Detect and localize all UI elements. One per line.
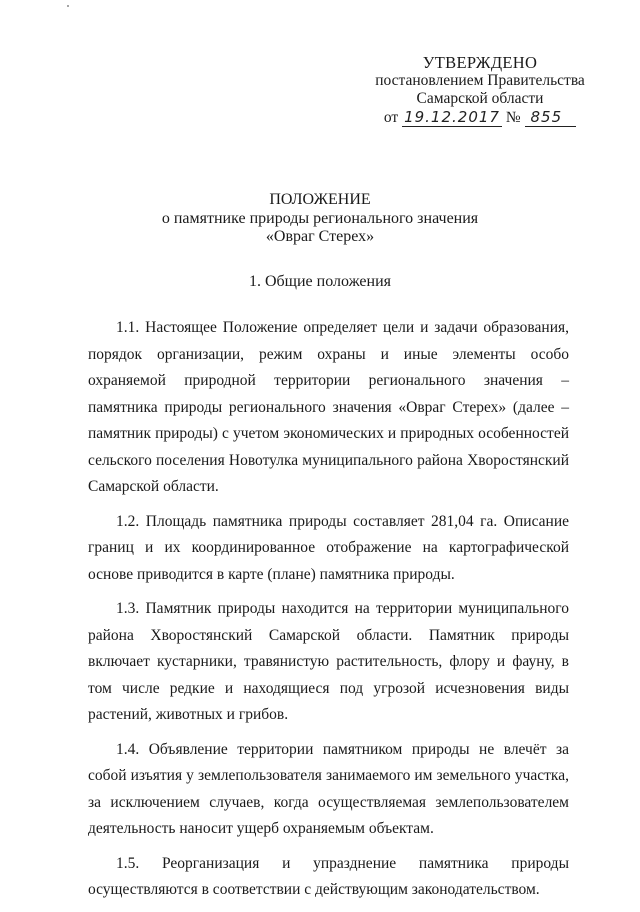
approval-date-line <box>360 108 600 127</box>
approval-line-1: постановлением Правительства <box>375 72 585 89</box>
number-prefix: № <box>505 109 521 126</box>
scan-speck <box>67 5 69 7</box>
document-body <box>88 315 569 912</box>
paragraph-1-4: 1.4. Объявление территории памятником природы не влечёт за собой изъятия у землепользователя занимаемого им земельного участка, за исключением случаев, когда осуществляемая землепользователем деятельность наносит ущерб охраняемым объектам. <box>88 740 569 837</box>
document-title <box>0 191 640 247</box>
paragraph-1-5: 1.5. Реорганизация и упразднение памятника природы осуществляются в соответствии с действующим законодательством. <box>88 854 569 898</box>
date-prefix: от <box>383 109 399 126</box>
approval-line-2: Самарской области <box>416 90 544 107</box>
paragraph-1-2: 1.2. Площадь памятника природы составляет 281,04 га. Описание границ и их координированное отображение на картографической основе приводится в карте (плане) памятника природы. <box>88 512 569 583</box>
handwritten-number: 855 <box>525 108 577 127</box>
approval-heading: УТВЕРЖДЕНО <box>422 53 538 72</box>
title-sub-2: «Овраг Стерех» <box>265 228 375 245</box>
section-heading: 1. Общие положения <box>248 273 392 290</box>
approval-stamp <box>360 54 600 127</box>
paragraph-1-1: 1.1. Настоящее Положение определяет цели и задачи образования, порядок организации, режим охраны и иные элементы особо охраняемой природной территории регионального значения – памятника природы регионального значения «Овраг Стерех» (далее – памятник природы) с учетом экономических и природных особенностей сельского поселения Новотулка муниципального района Хворостянский Самарской области. <box>88 319 569 495</box>
paragraph-1-3: 1.3. Памятник природы находится на территории муниципального района Хворостянский Самарской области. Памятник природы включает кустарники, травянистую растительность, флору и фауну, в том числе редкие и находящиеся под угрозой исчезновения виды растений, животных и грибов. <box>88 600 569 723</box>
handwritten-date: 19.12.2017 <box>404 108 500 126</box>
title-sub-1: о памятнике природы регионального значения <box>161 209 479 227</box>
title-main: ПОЛОЖЕНИЕ <box>269 191 371 208</box>
